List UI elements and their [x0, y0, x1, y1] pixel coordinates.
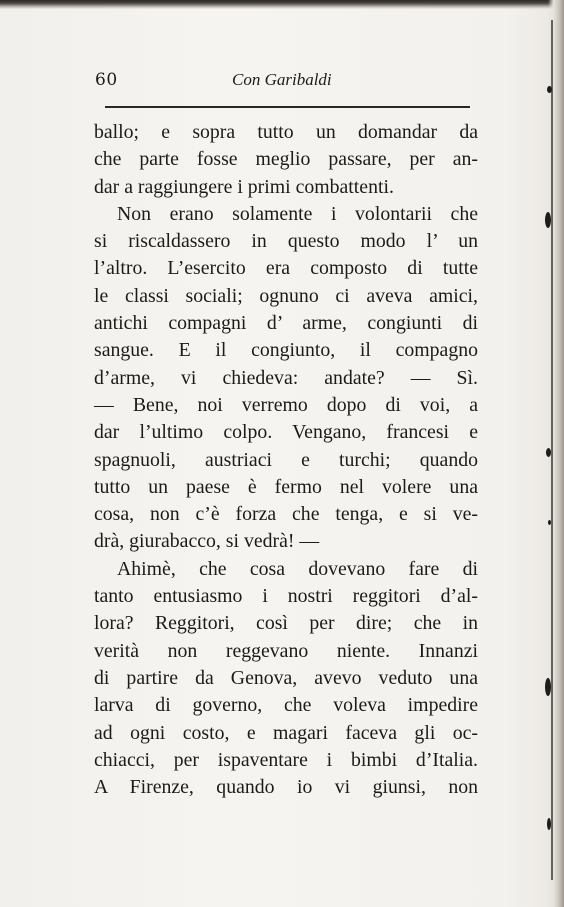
text-line: A Firenze, quando io vi giunsi, non [94, 776, 478, 799]
binding-mark [546, 448, 551, 457]
text-line: cosa, non c’è forza che tenga, e si ve- [94, 503, 478, 526]
running-head: Con Garibaldi [232, 70, 332, 89]
binding-mark [545, 212, 551, 228]
text-line: drà, giurabacco, si vedrà! — [94, 530, 320, 553]
text-line: tanto entusiasmo i nostri reggitori d’al- [94, 585, 478, 608]
text-line: larva di governo, che voleva impedire [94, 694, 478, 717]
text-line: Ahimè, che cosa dovevano fare di [117, 557, 478, 580]
text-line: ad ogni costo, e magari faceva gli oc- [94, 721, 478, 744]
text-line: antichi compagni d’ arme, congiunti di [94, 312, 478, 335]
text-line: che parte fosse meglio passare, per an- [94, 148, 478, 171]
text-line: l’altro. L’esercito era composto di tutte [94, 257, 478, 280]
page-number: 60 [95, 70, 118, 90]
text-line: lora? Reggitori, così per dire; che in [94, 612, 478, 635]
page-edge-line [551, 20, 553, 880]
page-header [95, 70, 470, 96]
binding-mark [547, 818, 551, 830]
text-line: di partire da Genova, avevo veduto una [94, 666, 478, 689]
text-line: — Bene, noi verremo dopo di voi, a [94, 393, 478, 416]
text-line: le classi sociali; ognuno ci aveva amici, [94, 284, 478, 307]
text-line: dar a raggiungere i primi combattenti. [94, 175, 394, 198]
binding-mark [547, 86, 552, 93]
text-line: Non erano solamente i volontarii che [117, 202, 478, 225]
text-line: d’arme, vi chiedeva: andate? — Sì. [94, 366, 478, 389]
text-line: verità non reggevano niente. Innanzi [94, 639, 478, 662]
text-line: tutto un paese è fermo nel volere una [94, 475, 478, 498]
text-line: ballo; e sopra tutto un domandar da [94, 121, 478, 143]
binding-mark [548, 520, 551, 525]
header-rule [105, 106, 470, 108]
text-line: spagnuoli, austriaci e turchi; quando [94, 448, 478, 471]
body-text [94, 119, 478, 801]
text-line: dar l’ultimo colpo. Vengano, francesi e [94, 421, 478, 444]
text-line: chiacci, per ispaventare i bimbi d’Italia. [94, 748, 478, 771]
text-line: sangue. E il congiunto, il compagno [94, 339, 478, 362]
binding-mark [545, 678, 551, 696]
text-line: si riscaldassero in questo modo l’ un [94, 230, 478, 253]
page-top-edge [0, 0, 564, 9]
